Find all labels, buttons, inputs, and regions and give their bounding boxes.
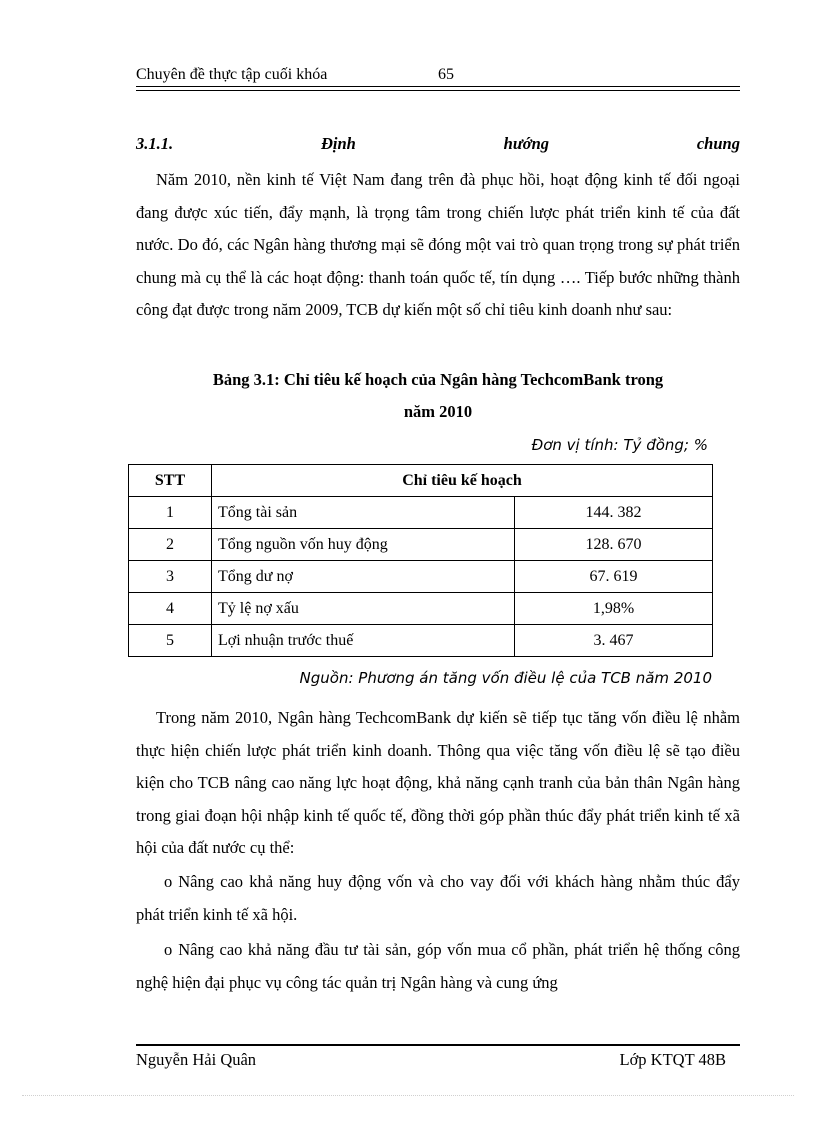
page-footer (136, 1050, 740, 1072)
table-row (129, 529, 713, 561)
page-number: 65 (438, 66, 454, 83)
cell-value: 3. 467 (515, 625, 713, 657)
page-header (136, 64, 740, 86)
cell-value: 67. 619 (515, 561, 713, 593)
table-row (129, 497, 713, 529)
cell-indicator: Tổng nguồn vốn huy động (212, 529, 515, 561)
bullet-item (136, 934, 740, 999)
cell-indicator: Tỷ lệ nợ xấu (212, 593, 515, 625)
plan-table (128, 464, 713, 657)
table-row (129, 593, 713, 625)
cell-value: 128. 670 (515, 529, 713, 561)
bullet-mark: o (164, 940, 173, 959)
bullet-text: Nâng cao khả năng huy động vốn và cho vay đối với khách hàng nhằm thúc đẩy phát triển kinh tế xã hội. (136, 872, 740, 924)
page-bottom-border (22, 1095, 794, 1096)
table-caption-line-2: năm 2010 (403, 402, 473, 421)
header-stt: STT (129, 465, 212, 497)
footer-rule (136, 1044, 740, 1046)
table-row (129, 625, 713, 657)
header-title: Chuyên đề thực tập cuối khóa (136, 66, 328, 83)
cell-stt: 2 (129, 529, 212, 561)
section-word-2: hướng (503, 134, 550, 153)
cell-value: 1,98% (515, 593, 713, 625)
cell-indicator: Tổng tài sản (212, 497, 515, 529)
cell-stt: 5 (129, 625, 212, 657)
bullet-item (136, 866, 740, 931)
table-caption-line-1: Bảng 3.1: Chỉ tiêu kế hoạch của Ngân hàng TechcomBank trong (212, 370, 664, 389)
paragraph-intro: Năm 2010, nền kinh tế Việt Nam đang trên đà phục hồi, hoạt động kinh tế đối ngoại đang được xúc tiến, đẩy mạnh, là trọng tâm trong chiến lược phát triển kinh tế của đất nước. Do đó, các Ngân hàng thương mại sẽ đóng một vai trò quan trọng trong sự phát triển chung mà cụ thể là các hoạt động: thanh toán quốc tế, tín dụng …. Tiếp bước những thành công đạt được trong năm 2009, TCB dự kiến một số chỉ tiêu kinh doanh như sau: (136, 170, 740, 319)
table-unit: Đơn vị tính: Tỷ đồng; % (531, 436, 708, 454)
paragraph-capital: Trong năm 2010, Ngân hàng TechcomBank dự kiến sẽ tiếp tục tăng vốn điều lệ nhằm thực hiện chiến lược phát triển kinh doanh. Thông qua việc tăng vốn điều lệ sẽ tạo điều kiện cho TCB nâng cao năng lực hoạt động, khả năng cạnh tranh của bản thân Ngân hàng trong giai đoạn hội nhập kinh tế quốc tế, đồng thời góp phần thúc đẩy phát triển kinh tế xã hội của đất nước cụ thể: (136, 708, 740, 857)
bullet-mark: o (164, 872, 173, 891)
header-rule (136, 86, 740, 91)
section-heading (136, 134, 740, 156)
cell-value: 144. 382 (515, 497, 713, 529)
cell-indicator: Lợi nhuận trước thuế (212, 625, 515, 657)
table-header-row (129, 465, 713, 497)
table-source: Nguồn: Phương án tăng vốn điều lệ của TCB năm 2010 (299, 669, 712, 687)
section-word-1: Định (320, 134, 356, 153)
table-row (129, 561, 713, 593)
footer-class: Lớp KTQT 48B (619, 1050, 726, 1069)
bullet-text: Nâng cao khả năng đầu tư tài sản, góp vốn mua cổ phần, phát triển hệ thống công nghệ hiện đại phục vụ công tác quản trị Ngân hàng và cung ứng (136, 940, 740, 992)
section-number: 3.1.1. (136, 134, 174, 153)
cell-stt: 1 (129, 497, 212, 529)
cell-stt: 3 (129, 561, 212, 593)
header-indicator: Chỉ tiêu kế hoạch (212, 465, 713, 497)
footer-author: Nguyễn Hải Quân (136, 1050, 257, 1069)
cell-indicator: Tổng dư nợ (212, 561, 515, 593)
cell-stt: 4 (129, 593, 212, 625)
section-word-3: chung (696, 134, 740, 153)
